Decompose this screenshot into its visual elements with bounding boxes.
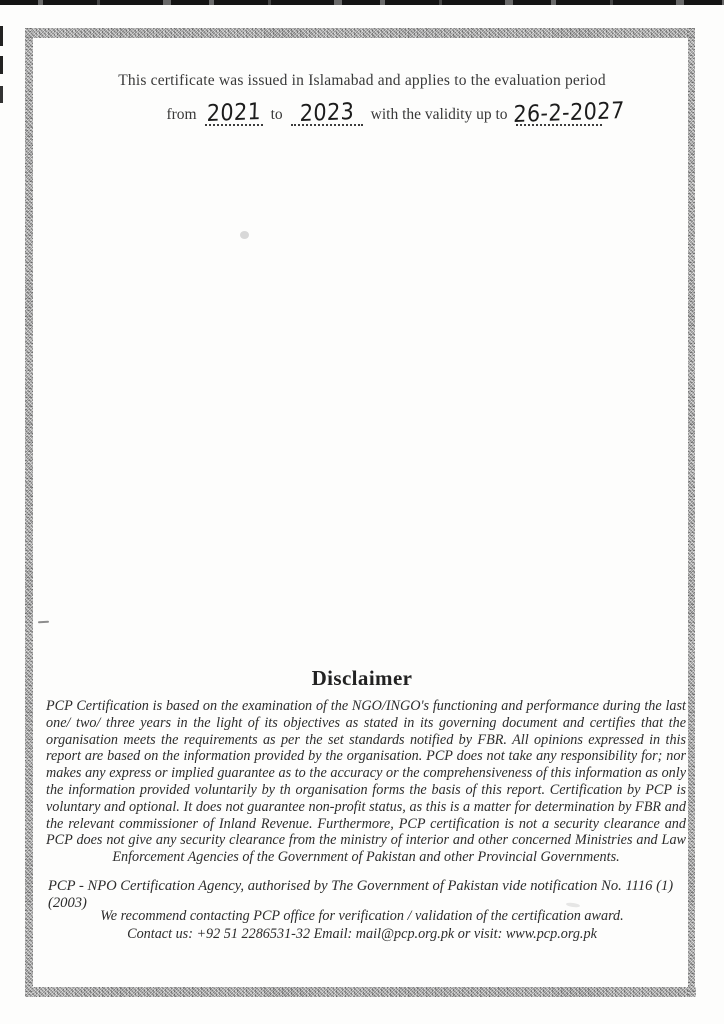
from-year-blank [205, 96, 263, 126]
handwritten-from-year: 2021 [205, 99, 262, 127]
scanner-left-mark [0, 86, 3, 103]
contact-info-line: Contact us: +92 51 2286531-32 Email: mail@pcp.org.pk or visit: www.pcp.org.pk [127, 926, 597, 942]
agency-authorisation-line: PCP - NPO Certification Agency, authorised by The Government of Pakistan vide notification No. 1116 (1)(2003) [48, 878, 674, 911]
paper-smudge [240, 231, 249, 239]
pen-dash-artifact [38, 621, 49, 624]
certificate-statement: This certificate was issued in Islamabad and applies to the evaluation period [118, 72, 606, 89]
handwritten-validity-date: 26-2-2027 [512, 98, 625, 128]
evaluation-period-line [22, 94, 724, 126]
to-label: to [270, 106, 283, 123]
decorative-border-top [25, 28, 694, 38]
scanner-top-edge-artifact [0, 0, 724, 5]
to-year-blank [291, 96, 363, 126]
scanner-left-mark [0, 26, 3, 46]
disclaimer-body: PCP Certification is based on the examination of the NGO/INGO's functioning and performance during the last one/ two/ three years in the light of its objectives as stated in its governing document and certifies that the organisation meets the requirements as per the set standards notified by FBR. All opinions expressed in this report are based on the information provided by the organisation. PCP does not take any responsibility for; nor makes any express or implied guarantee as to the accuracy or the comprehensiveness of this information as only the information provided voluntarily by th organisation forms the basis of this report. Certification by PCP is voluntary and optional. It does not guarantee non-profit status, as this is a matter for determination by FBR and the relevant commissioner of Inland Revenue. Furthermore, PCP certification is not a security clearance and PCP does not give any security clearance from the ministry of interior and other concerned Ministries and Law Enforcement Agencies of the Government of Pakistan and other Provincial Governments. [46, 698, 686, 866]
decorative-border-right [688, 28, 695, 997]
from-label: from [166, 106, 197, 123]
validity-date-blank [512, 96, 625, 128]
validity-label: with the validity up to [370, 106, 508, 123]
decorative-border-bottom [25, 987, 696, 997]
verification-recommendation-line: We recommend contacting PCP office for verification / validation of the certification award. [100, 908, 624, 924]
handwritten-to-year: 2023 [298, 99, 355, 127]
decorative-border-left [25, 28, 33, 997]
disclaimer-heading: Disclaimer [311, 666, 413, 690]
scanner-left-mark [0, 56, 3, 74]
